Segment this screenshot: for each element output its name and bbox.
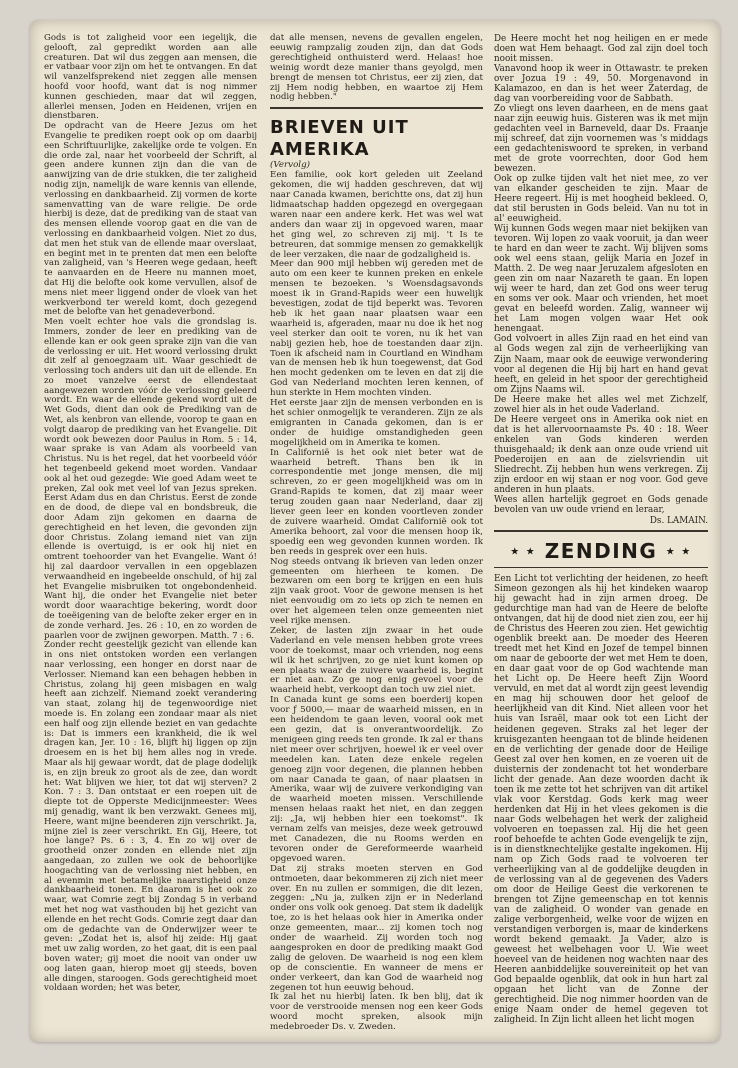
paragraph: Nog steeds ontvang ik brieven van leden onzer gemeenten om hierheen te komen. De bezwaren om een borg te krijgen en een huis zijn vaak groot. Voor de gewone mensen is het niet eenvoudig om zo iets op zich te nemen en over het algemeen telen onze gemeenten niet veel rijke mensen. xyxy=(270,556,483,627)
paragraph: Een familie, ook kort geleden uit Zeeland gekomen, die wij hadden geschreven, dat wij naar Canada kwamen, berichtte ons, dat zij hun lidmaatschap hadden opgezegd en overgegaan waren naar een andere kerk. Het was wel wat anders dan waar zij in opgevoed waren, maar het ging wel, zo schreven zij mij. 't Is te betreuren, dat sommige mensen zo gemakkelijk de leer verzaken, die naar de godzaligheid is. xyxy=(270,170,483,260)
paragraph: Zonder recht geestelijk gezicht van ellende kan in ons niet ontstoken worden een verlangen naar verlossing, een honger en dorst naar de Verlosser. Niemand kan een behagen hebben in Christus, zolang hij geen misbagen en walg heeft aan zichzelf. Niemand zoekt verandering van staat, zolang hij de tegenwoordige niet moede is. En zolang een zondaar maar als niet een half oog zijn ellende beziet en van gedachte is: Dat is immers een krankheid, die ik wel dragen kan, Jer. 10 : 16, blijft hij liggen op zijn droesem en is het bij hem alles nog in vrede. Maar als hij gewaar wordt, dat de plage dodelijk is, en zijn breuk zo groot als de zee, dan wordt het: Wat blijven we hier, tot dat wij sterven? 2 Kon. 7 : 3. Dan ontstaat er een roepen uit de diepte tot de Opperste Medicijnmeester: Wees mij genadig, want ik ben verzwakt. Genees mij, Heere, want mijne beenderen zijn verschrikt. Ja, mijne ziel is zeer verschrikt. En Gij, Heere, tot hoe lange? Ps. 6 : 3, 4. En zo wij over de grootheid onzer zonden en ellende niet zijn aangedaan, zo zullen we ook de behoorlijke hoogachting van de verlossing niet hebben, en al evenmin met betamelijke naarstigheid onze dankbaarheid tonen. En daarom is het ook zo waar, wat Comrie zegt bij Zondag 5 in verband met het nog wat vasthouden bij het gezicht van ellende en het recht Gods. Comrie zegt daar dan om de gedachte van de Onderwijzer weer te geven: „Zodat het is, alsof hij zeide: Hij gaat met uw zalig worden, zo het gaat, dit is een paal boven water; gij moet die nooit van onder uw oog laten gaan, hierop moet gij steeds, boven alle dingen, staroogen. Gods gerechtigheid moet voldaan worden; het was beter, xyxy=(44,640,257,994)
signature: Ds. LAMAIN. xyxy=(649,515,708,526)
zending-heading xyxy=(494,540,708,564)
paragraph: Vanavond hoop ik weer in Ottawastr. te preken over Jozua 19 : 49, 50. Morgenavond in Kalamazoo, en dan is het weer Zaterdag, de dag van voorbereiding voor de Sabbath. xyxy=(494,64,708,105)
star-ornament-icon: ★ ★ xyxy=(510,546,537,558)
section-divider xyxy=(494,567,708,568)
paragraph: Meer dan 900 mijl hebben wij gereden met de auto om een keer te kunnen preken en enkele mensen te bezoeken. 's Woensdagsavonds moest ik in Grand-Rapids weer een huwelijk bevestigen, zodat de tijd beperkt was. Tevoren heb ik het gaan naar plaatsen waar een waarheid is, afgeraden, maar nu doe ik het nog veel sterker dan ooit te voren, nu ik het van nabij gezien heb, hoe de toestanden daar zijn. Toen ik afscheid nam in Courtland en Windham van de mensen heb ik hun toegewenst, dat God hen mocht gedenken om te leven en dat zij die God van Nederland mochten leren kennen, of hun sterkte in Hem mochten vinden. xyxy=(270,259,483,399)
paragraph: De Heere mocht het nog heiligen en er mede doen wat Hem behaagt. God zal zijn doel toch nooit missen. xyxy=(494,34,708,65)
column-1 xyxy=(44,34,257,994)
paragraph: Het eerste jaar zijn de mensen verbonden en is het schier onmogelijk te veranderen. Zijn ze als emigranten in Canada gekomen, dan is er onder de huidige omstandigheden geen mogelijkheid om in Amerika te komen. xyxy=(270,398,483,448)
paragraph: Ook op zulke tijden valt het niet mee, zo ver van elkander gescheiden te zijn. Maar de Heere regeert. Hij is met hoogheid bekleed. O, dat stil berusten in Gods beleid. Van nu tot in al' eeuwigheid. xyxy=(494,174,708,225)
paragraph: Een Licht tot verlichting der heidenen, zo heeft Simeon gezongen als hij het kindeken waarop hij gewacht had in zijn armen droeg. De gedurchtige man had van de Heere de belofte ontvangen, dat hij de dood niet zien zou, eer hij de Christus des Heeren zou zien. Het gewichtig ogenblik breekt aan. De moeder des Heeren treedt met het Kind en Jozef de tempel binnen om naar de geboorte der wet met Hem te doen, en daar gaat voor de op God wachtende man het Licht op. De Heere heeft Zijn Woord vervuld, en met dat al wordt zijn geest levendig en mag hij schouwen door het geloof de heerlijkheid van dit Kind. Niet alleen voor het huis van Israël, maar ook tot een Licht der heidenen gegeven. Straks zal het leger der kruisgezanten heengaan tot de blinde heidenen en de verlichting der genade door de Heilige Geest zal over hen komen, en ze voeren uit de duisternis der zondenacht tot het wonderbare licht der genade. Aan deze woorden dacht ik toen ik me zette tot het schrijven van dit artikel vlak voor Kerstdag. Gods kerk mag weer herdenken dat Hij in het vlees gekomen is die naar Gods welbehagen het werk der zaligheid volvoeren en toepassen zal. Hij die het geen roof behoefde te achten Gode evengelijk te zijn, is in dienstknechtelijke gestalte ingekomen. Hij nam op Zich Gods raad te volvoeren ter verheerlijking van al de goddelijke deugden in de verlossing van al de gegevenen des Vaders om door de Heilige Geest die verkorenen te brengen tot Zijne gemeenschap en tot kennis van de zaligheid. O wonder van genade en zalige verborgenheid, welke voor de wijzen en verstandigen verborgen is, maar de kinderkens wordt bekend gemaakt. Ja Vader, alzo is geweest het welbehagen voor U. Wie weet hoeveel van de heidenen nog wachten naar des Heeren aanbiddelijke souvereiniteit op het van God bepaalde ogenblik, dat ook in hun hart zal opgaan het licht van de Zonne der gerechtigheid. Die nog nimmer hoorden van de enige Naam onder de hemel gegeven tot zaligheid. In Zijn licht alleen het licht mogen xyxy=(494,574,708,1025)
article-subheading: (Vervolg) xyxy=(270,160,311,171)
paragraph: De Heere make het alles wel met Zichzelf, zowel hier als in het oude Vaderland. xyxy=(494,394,708,415)
newspaper-page xyxy=(30,20,720,1042)
paragraph: De Heere vergeet ons in Amerika ook niet en dat is het allervoornaamste Ps. 40 : 18. Weer enkelen van Gods kinderen werden thuisgehaald; ik denk aan onze oude vriend uit Poederoijen en aan de zielsvriendin uit Sliedrecht. Zij hebben hun wens verkregen. Zij zijn erdoor en wij staan er nog voor. God geve anderen in hun plaats. xyxy=(494,414,708,495)
paragraph: Gods is tot zaligheid voor een iegelijk, die gelooft, zal gepredikt worden aan alle creaturen. Dat wil dus zeggen aan mensen, die er vatbaar voor zijn om het te ontvangen. En dat wil vanzelfsprekend niet zeggen alle mensen hoofd voor hoofd, want dat is nog nimmer kunnen geschieden, maar dat wil zeggen, allerlei mensen, Joden en Heidenen, vrijen en dienstbaren. xyxy=(44,33,257,122)
paragraph: In Californië is het ook niet beter wat de waarheid betreft. Thans ben ik in correspondentie met jonge mensen, die mij schreven, zo er geen mogelijkheid was om in Grand-Rapids te komen, dat zij maar weer terug zouden gaan naar Nederland, daar zij liever geen leer en konden voortleven zonder de zuivere waarheid. Omdat Californië ook tot Amerika behoort, zal voor die mensen hoop ik, spoedig een weg gevonden kunnen worden. Ik ben reeds in gesprek over een huis. xyxy=(270,447,483,557)
paragraph: Men voelt echter hoe vals die grondslag is. Immers, zonder de leer en prediking van de ellende kan er ook geen sprake zijn van die van de verlossing er uit. Het woord verlossing drukt dit zelf al genoegzaam uit. Waar geschiedt de verlossing toch anders uit dan uit de ellende. En zo moet vanzelve eerst de ellendestaat aangewezen worden vóór de verlossing geleerd wordt. En waar de ellende gekend wordt uit de Wet Gods, dient dan ook de Prediking van de Wet, als kenbron van ellende, voorop te gaan en volgt daarop de prediking van het Evangelie. Dit wordt ook bewezen door Paulus in Rom. 5 : 14, waar sprake is van Adam als voorbeeld van Christus. Nu is het regel, dat het voorbeeld vóór het tegenbeeld gekend moet worden. Vandaar ook al het oud gezegde: Wie goed Adam weet te preken, Zal ook met veel lof van Jezus spreken. Eerst Adam dus en dan Christus. Eerst de zonde en de dood, de diepe val en bondsbreuk, die door Adam zijn gekomen en daarna de gerechtigheid en het leven, die gevonden zijn door Christus. Zolang iemand niet van zijn ellende is overtuigd, is er ook hij niet en omtrent toehoorder van het Evangelie. Want ó! hij zal daardoor vervallen in een opgeblazen verwaandheid en ingebeelde onschuld, of hij zal het Evangelie misbruiken tot ongebondenheid. Want hij, die onder het Evangelie niet beter wordt door waarachtige bekering, wordt door de toeëigening van de belofte zeker erger en in de zonde verhard. Jes. 26 : 10, en zo worden de paarlen voor de zwijnen geworpen. Matth. 7 : 6. xyxy=(44,317,257,641)
paragraph: In Canada kunt ge soms een boerderij kopen voor ƒ 5000,— maar de waarheid missen, en in een heidendom te gaan leven, vooral ook met een gezin, dat is onverantwoordelijk. Zo menigeen ging reeds ten gronde. Ik zal er thans niet meer over schrijven, hoewel ik er veel over meedelen kan. Laten deze enkele regelen genoeg zijn voor degenen, die plannen hebben om naar Canada te gaan, of naar plaatsen in Amerika, waar wij de zuivere verkondiging van de waarheid moeten missen. Verschillende mensen helaas raakt het niet, en dan zeggen zij: „Ja, wij hebben hier een toekomst". Ik vernam zelfs van meisjes, deze week getrouwd met Canadezen, die nu Rooms werden en tevoren onder de Gereformeerde waarheid opgevoed waren. xyxy=(270,695,483,864)
star-ornament-icon: ★ ★ xyxy=(665,546,692,558)
column-2 xyxy=(270,34,483,1033)
paragraph: Zeker, de lasten zijn zwaar in het oude Vaderland en vele mensen hebben grote vrees voor de toekomst, maar och vrienden, nog eens wil ik het schrijven, zo ge niet kunt komen op een plaats waar de zuivere waarheid is, begint er niet aan. Zo ge nog enig gevoel voor de waarheid hebt, verkoopt dan toch uw ziel niet. xyxy=(270,625,483,696)
article-heading: BRIEVEN UIT AMERIKA xyxy=(270,117,409,161)
paragraph: Wees allen hartelijk gegroet en Gods genade bevolen van uw oude vriend en leraar, xyxy=(494,494,708,515)
paragraph: Ik zal het nu hierbij laten. Ik ben blij, dat ik voor de verstrooide mensen nog een keer Gods woord mocht spreken, alsook mijn medebroeder Ds. v. Zweden. xyxy=(270,992,483,1033)
column-3 xyxy=(494,34,708,1025)
section-divider xyxy=(494,530,708,532)
zending-title: ZENDING xyxy=(544,538,658,563)
paragraph: Dat zij straks moeten sterven en God ontmoeten, daar bekommeren zij zich niet meer over. En nu zullen er sommigen, die dit lezen, zeggen: „Nu ja, zulken zijn er in Nederland onder ons volk ook genoeg. Dat stem ik dadelijk toe, zo is het helaas ook hier in Amerika onder onze gemeenten, maar... zij komen toch nog onder de waarheid. Zij worden toch nog aangesproken en door de prediking maakt God zalig de geloven. De waarheid is nog een klem op de conscientie. En wanneer de mens er onder verkeert, dan kan God de waarheid nog zegenen tot hun eeuwig behoud. xyxy=(270,863,483,993)
paragraph: dat alle mensen, nevens de gevallen engelen, eeuwig rampzalig zouden zijn, dan dat Gods gerechtigheid onthuisterd werd. Helaas! hoe weinig wordt deze manier thans geyolgd, men brengt de mensen tot Christus, eer zij zien, dat zij Hem nodig hebben, en waartoe zij Hem nodig hebben." xyxy=(270,33,483,103)
paragraph: Zo vliegt ons leven daarheen, en de mens gaat naar zijn eeuwig huis. Gisteren was ik met mijn gedachten veel in Barneveld, daar Ds. Fraanje mij schreef, dat zijn voornemen was 's middags een gedachteniswoord te spreken, in verband met de grote voorrechten, door God hem bewezen. xyxy=(494,104,708,175)
paragraph: De opdracht van de Heere Jezus om het Evangelie te prediken roept ook op om daarbij een Schriftuurlijke, zakelijke orde te volgen. En die orde zal, naar het voorbeeld der Schrift, al geen andere kunnen zijn dan die van de aanwijzing van de drie stukken, die ter zaligheid nodig zijn, namelijk de ware kennis van ellende, verlossing en dankbaarheid. Zij vormen de korte samenvatting van de ware religie. De orde hierbij is deze, dat de prediking van de staat van des mensen ellende voorop gaat en die van de verlossing en dankbaarheid volgen. Niet zo dus, dat men het stuk van de ellende maar overslaat, en begint met in te prenten dat men een belofte van zaligheid, van 's Heeren wege gedaan, heeft te aanvaarden en de Heere nu mannen moet, dat Hij die belofte ook kome vervullen, alsof de mens niet meer liggend onder de vloek van het werkverbond ter wereld komt, doch gezegend met de belofte van het genadeverbond. xyxy=(44,121,257,318)
section-divider xyxy=(270,107,483,109)
paragraph: God volvoert in alles Zijn raad en het eind van al Gods wegen zal zijn de verheerlijking van Zijn Naam, maar ook de eeuwige verwondering voor al degenen die Hij bij hart en hand gevat heeft, en geleid in het spoor der gerechtigheid om Zijns Naams wil. xyxy=(494,334,708,395)
paragraph: Wij kunnen Gods wegen maar niet bekijken van tevoren. Wij lopen zo vaak vooruit, ja dan weer te hard en dan weer te zacht. Wij blijven soms ook wel eens staan, gelijk Maria en Jozef in Matth. 2. De weg naar Jeruzalem afgesloten en geen zin om naar Nazareth te gaan. En lopen wij weer te hard, dan zet God ons weer terug en soms ver ook. Maar och vrienden, het moet gevat en beleefd worden. Zalig, wanneer wij het Lam mogen volgen waar Het ook henengaat. xyxy=(494,224,708,335)
